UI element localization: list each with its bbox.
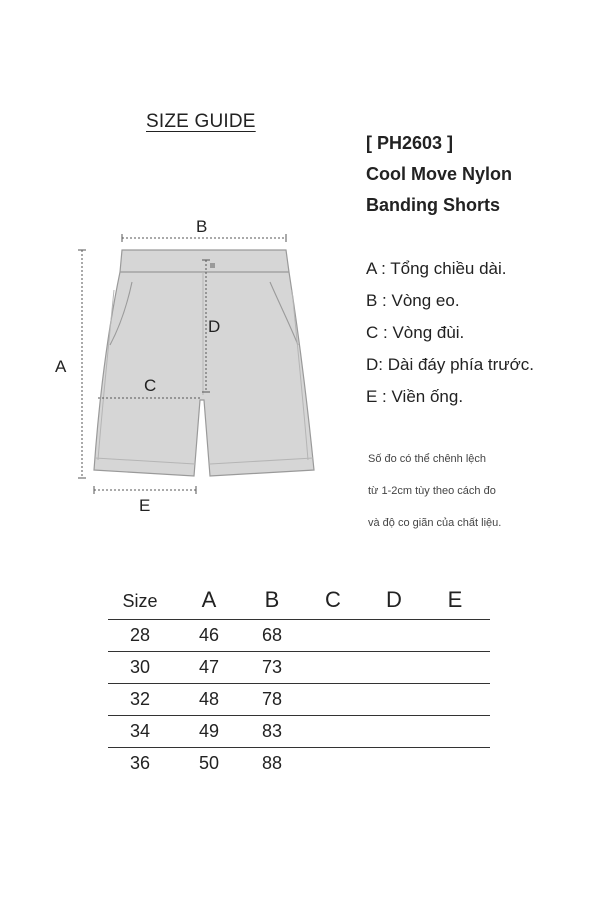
legend-item-c: C : Vòng đùi. [366,323,465,342]
header-a: A [201,587,217,612]
header-c: C [325,587,341,612]
table-row [108,748,490,779]
label-a: A [55,357,67,376]
shorts-body [94,250,314,476]
table-row [108,652,490,684]
table-row [108,716,490,748]
header-b: B [264,587,280,612]
table-header-row [108,580,490,620]
label-d: D [208,317,221,336]
page-title: SIZE GUIDE [146,111,256,132]
measurement-note [368,443,501,539]
header-e: E [447,587,463,612]
cell-size: 32 [129,689,151,709]
legend-item-d: D: Dài đáy phía trước. [366,355,535,374]
cell-size: 34 [129,721,151,741]
cell-a: 48 [198,689,220,709]
header-size: Size [122,591,158,611]
note-line-3: và độ co giãn của chất liệu. [368,517,502,529]
table-row [108,620,490,652]
cell-size: 28 [129,625,151,645]
cell-b: 68 [261,625,283,645]
note-line-1: Số đo có thể chênh lệch [368,453,487,465]
legend-item-b: B : Vòng eo. [366,291,460,310]
cell-a: 50 [198,753,220,773]
cell-b: 88 [261,753,283,773]
product-name-line1: Cool Move Nylon [366,164,513,184]
waistband-button [210,263,215,268]
legend-item-a: A : Tổng chiều dài. [366,259,507,278]
cell-b: 78 [261,689,283,709]
product-name-line2: Banding Shorts [366,195,500,215]
cell-size: 30 [129,657,151,677]
cell-a: 46 [198,625,220,645]
table-row [108,684,490,716]
header-d: D [386,587,402,612]
note-line-2: từ 1-2cm tùy theo cách đo [368,485,496,497]
size-table [108,580,490,779]
label-e: E [139,496,151,515]
label-b: B [196,217,208,236]
legend-item-e: E : Viền ống. [366,387,464,406]
cell-b: 83 [261,721,283,741]
label-c: C [144,376,157,395]
cell-a: 47 [198,657,220,677]
measurement-legend [366,253,534,413]
cell-a: 49 [198,721,220,741]
cell-b: 73 [261,657,283,677]
cell-size: 36 [129,753,151,773]
product-code: [ PH2603 ] [366,133,454,153]
